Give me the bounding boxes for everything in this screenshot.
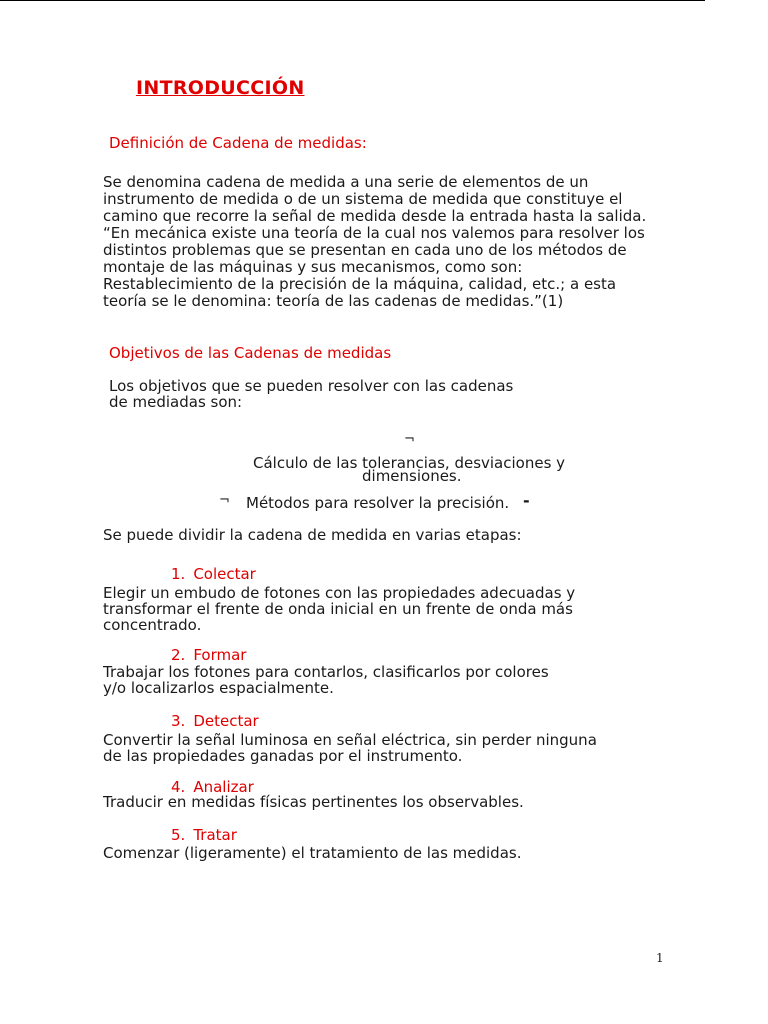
stage-heading: 4. Analizar <box>171 778 254 796</box>
definition-paragraph <box>103 174 668 310</box>
definition-line: camino que recorre la señal de medida desde la entrada hasta la salida. <box>103 207 647 225</box>
definition-heading: Definición de Cadena de medidas: <box>109 134 367 152</box>
objectives-intro-line: Los objetivos que se pueden resolver con las cadenas <box>109 377 514 395</box>
objectives-heading: Objetivos de las Cadenas de medidas <box>109 344 392 362</box>
definition-line: Restablecimiento de la precisión de la máquina, calidad, etc.; a esta <box>103 275 617 293</box>
stage-heading: 1. Colectar <box>171 565 256 583</box>
document-title: INTRODUCCIÓN <box>136 77 305 99</box>
stage-heading: 5. Tratar <box>171 826 237 844</box>
objective-item-2: Métodos para resolver la precisión. <box>246 494 510 512</box>
stage-heading: 3. Detectar <box>171 712 259 730</box>
bullet-mark: ¬ <box>404 432 415 447</box>
definition-line: distintos problemas que se presentan en cada uno de los métodos de <box>103 241 627 259</box>
stage-description: Trabajar los fotones para contarlos, clasificarlos por colores y/o localizarlos espacialmente. <box>103 663 549 697</box>
bullet-mark: ¬ <box>219 493 230 508</box>
dash-mark: - <box>523 491 530 510</box>
stage-description: Traducir en medidas físicas pertinentes los observables. <box>103 793 524 811</box>
stage-heading: 2. Formar <box>171 646 247 664</box>
objectives-intro <box>109 378 513 410</box>
definition-line: montaje de las máquinas y sus mecanismos, como son: <box>103 258 523 276</box>
stage-description: Comenzar (ligeramente) el tratamiento de las medidas. <box>103 844 522 862</box>
stages-intro: Se puede dividir la cadena de medida en varias etapas: <box>103 526 522 544</box>
definition-line: teoría se le denomina: teoría de las cadenas de medidas.”(1) <box>103 292 564 310</box>
objective-item-1-cont: dimensiones. <box>362 467 462 485</box>
page-number: 1 <box>656 951 664 965</box>
stage-description: Convertir la señal luminosa en señal eléctrica, sin perder ninguna de las propiedades ganadas por el instrumento. <box>103 731 597 765</box>
top-rule <box>0 0 705 1</box>
definition-line: instrumento de medida o de un sistema de medida que constituye el <box>103 190 623 208</box>
definition-line: “En mecánica existe una teoría de la cual nos valemos para resolver los <box>103 224 645 242</box>
objective-item-1: Cálculo de las tolerancias, desviaciones y <box>253 454 566 472</box>
stage-description: Elegir un embudo de fotones con las propiedades adecuadas y transformar el frente de onda inicial en un frente de onda más concentrado. <box>103 584 576 634</box>
definition-line: Se denomina cadena de medida a una serie de elementos de un <box>103 173 589 191</box>
objectives-intro-line: de mediadas son: <box>109 393 243 411</box>
